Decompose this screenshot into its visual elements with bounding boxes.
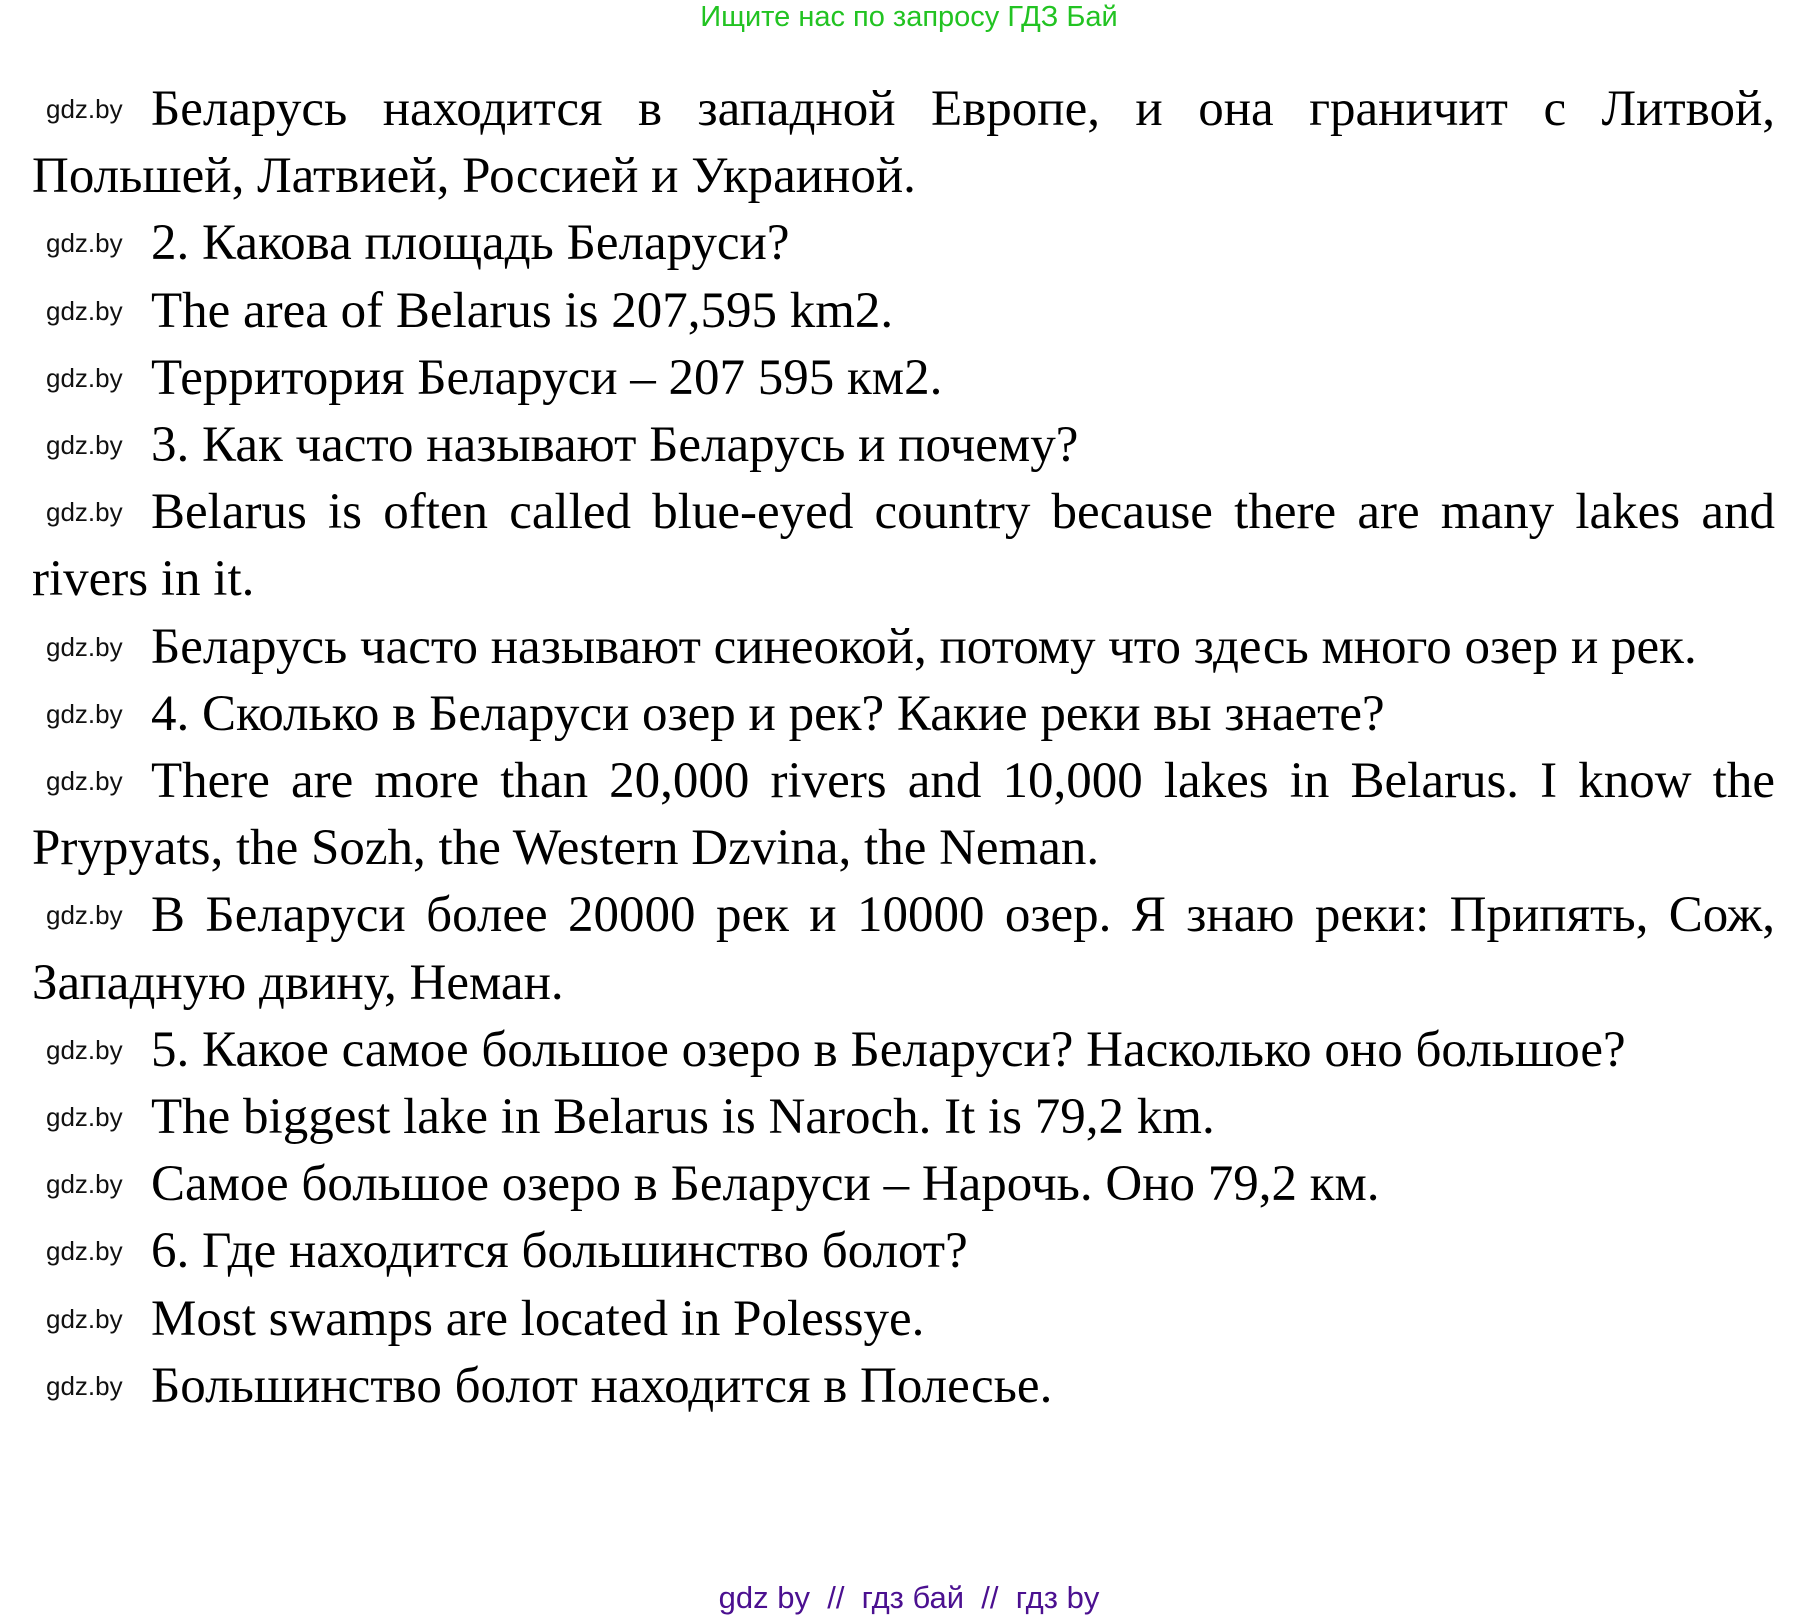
paragraph [32,479,1775,613]
paragraph-text: The area of Belarus is 207,595 km2. [151,282,894,339]
paragraph [32,1353,1775,1420]
paragraph [32,1084,1775,1151]
paragraph [32,1286,1775,1353]
paragraph [32,748,1775,882]
paragraph-text: Belarus is often called blue-eyed country because there are many lakes and rivers in it. [32,484,1775,608]
watermark: gdz.by [46,1034,123,1065]
paragraph [32,614,1775,681]
question-text: 5. Какое самое большое озеро в Беларуси? Насколько оно большое? [151,1021,1626,1078]
paragraph-text: Большинство болот находится в Полесье. [151,1357,1053,1414]
watermark: gdz.by [46,766,123,797]
watermark: gdz.by [46,430,123,461]
watermark: gdz.by [46,698,123,729]
question [32,1017,1775,1084]
question-text: 3. Как часто называют Беларусь и почему? [151,417,1079,474]
watermark: gdz.by [46,1102,123,1133]
watermark: gdz.by [46,1236,123,1267]
watermark: gdz.by [46,900,123,931]
paragraph-text: There are more than 20,000 rivers and 10,000 lakes in Belarus. I know the Prypyats, the Sozh, the Western Dzvina, the Neman. [32,753,1775,877]
answer-text [32,76,1775,1420]
watermark: gdz.by [46,1303,123,1334]
paragraph [32,882,1775,1016]
watermark: gdz.by [46,94,123,124]
watermark: gdz.by [46,362,123,393]
paragraph-text: В Беларуси более 20000 рек и 10000 озер. Я знаю реки: Припять, Сож, Западную двину, Неман. [32,887,1775,1011]
paragraph-text: The biggest lake in Belarus is Naroch. It is 79,2 km. [151,1089,1215,1146]
watermark: gdz.by [46,497,123,528]
search-banner: Ищите нас по запросу ГДЗ Бай [700,1,1118,33]
question [32,412,1775,479]
watermark: gdz.by [46,228,123,259]
question-text: 6. Где находится большинство болот? [151,1223,968,1280]
footer-links: gdz by // гдз бай // гдз by [718,1580,1100,1615]
question [32,1218,1775,1285]
paragraph-text: Most swamps are located in Polessye. [151,1290,925,1347]
watermark: gdz.by [46,1169,123,1200]
paragraph [32,345,1775,412]
paragraph-text: Беларусь часто называют синеокой, потому что здесь много озер и рек. [151,618,1697,675]
paragraph [32,278,1775,345]
paragraph [32,1151,1775,1218]
watermark: gdz.by [46,295,123,326]
watermark: gdz.by [46,631,123,662]
paragraph-text: Самое большое озеро в Беларуси – Нарочь. Оно 79,2 км. [151,1156,1380,1213]
question-text: 4. Сколько в Беларуси озер и рек? Какие реки вы знаете? [151,685,1385,742]
paragraph-text: Территория Беларуси – 207 595 км2. [151,349,943,406]
watermark: gdz.by [46,1370,123,1401]
question-text: 2. Какова площадь Беларуси? [151,215,790,272]
question [32,681,1775,748]
paragraph-text: Беларусь находится в западной Европе, и она граничит с Литвой, Польшей, Латвией, Россией и Украиной. [32,81,1775,205]
paragraph [32,76,1775,210]
question [32,210,1775,277]
